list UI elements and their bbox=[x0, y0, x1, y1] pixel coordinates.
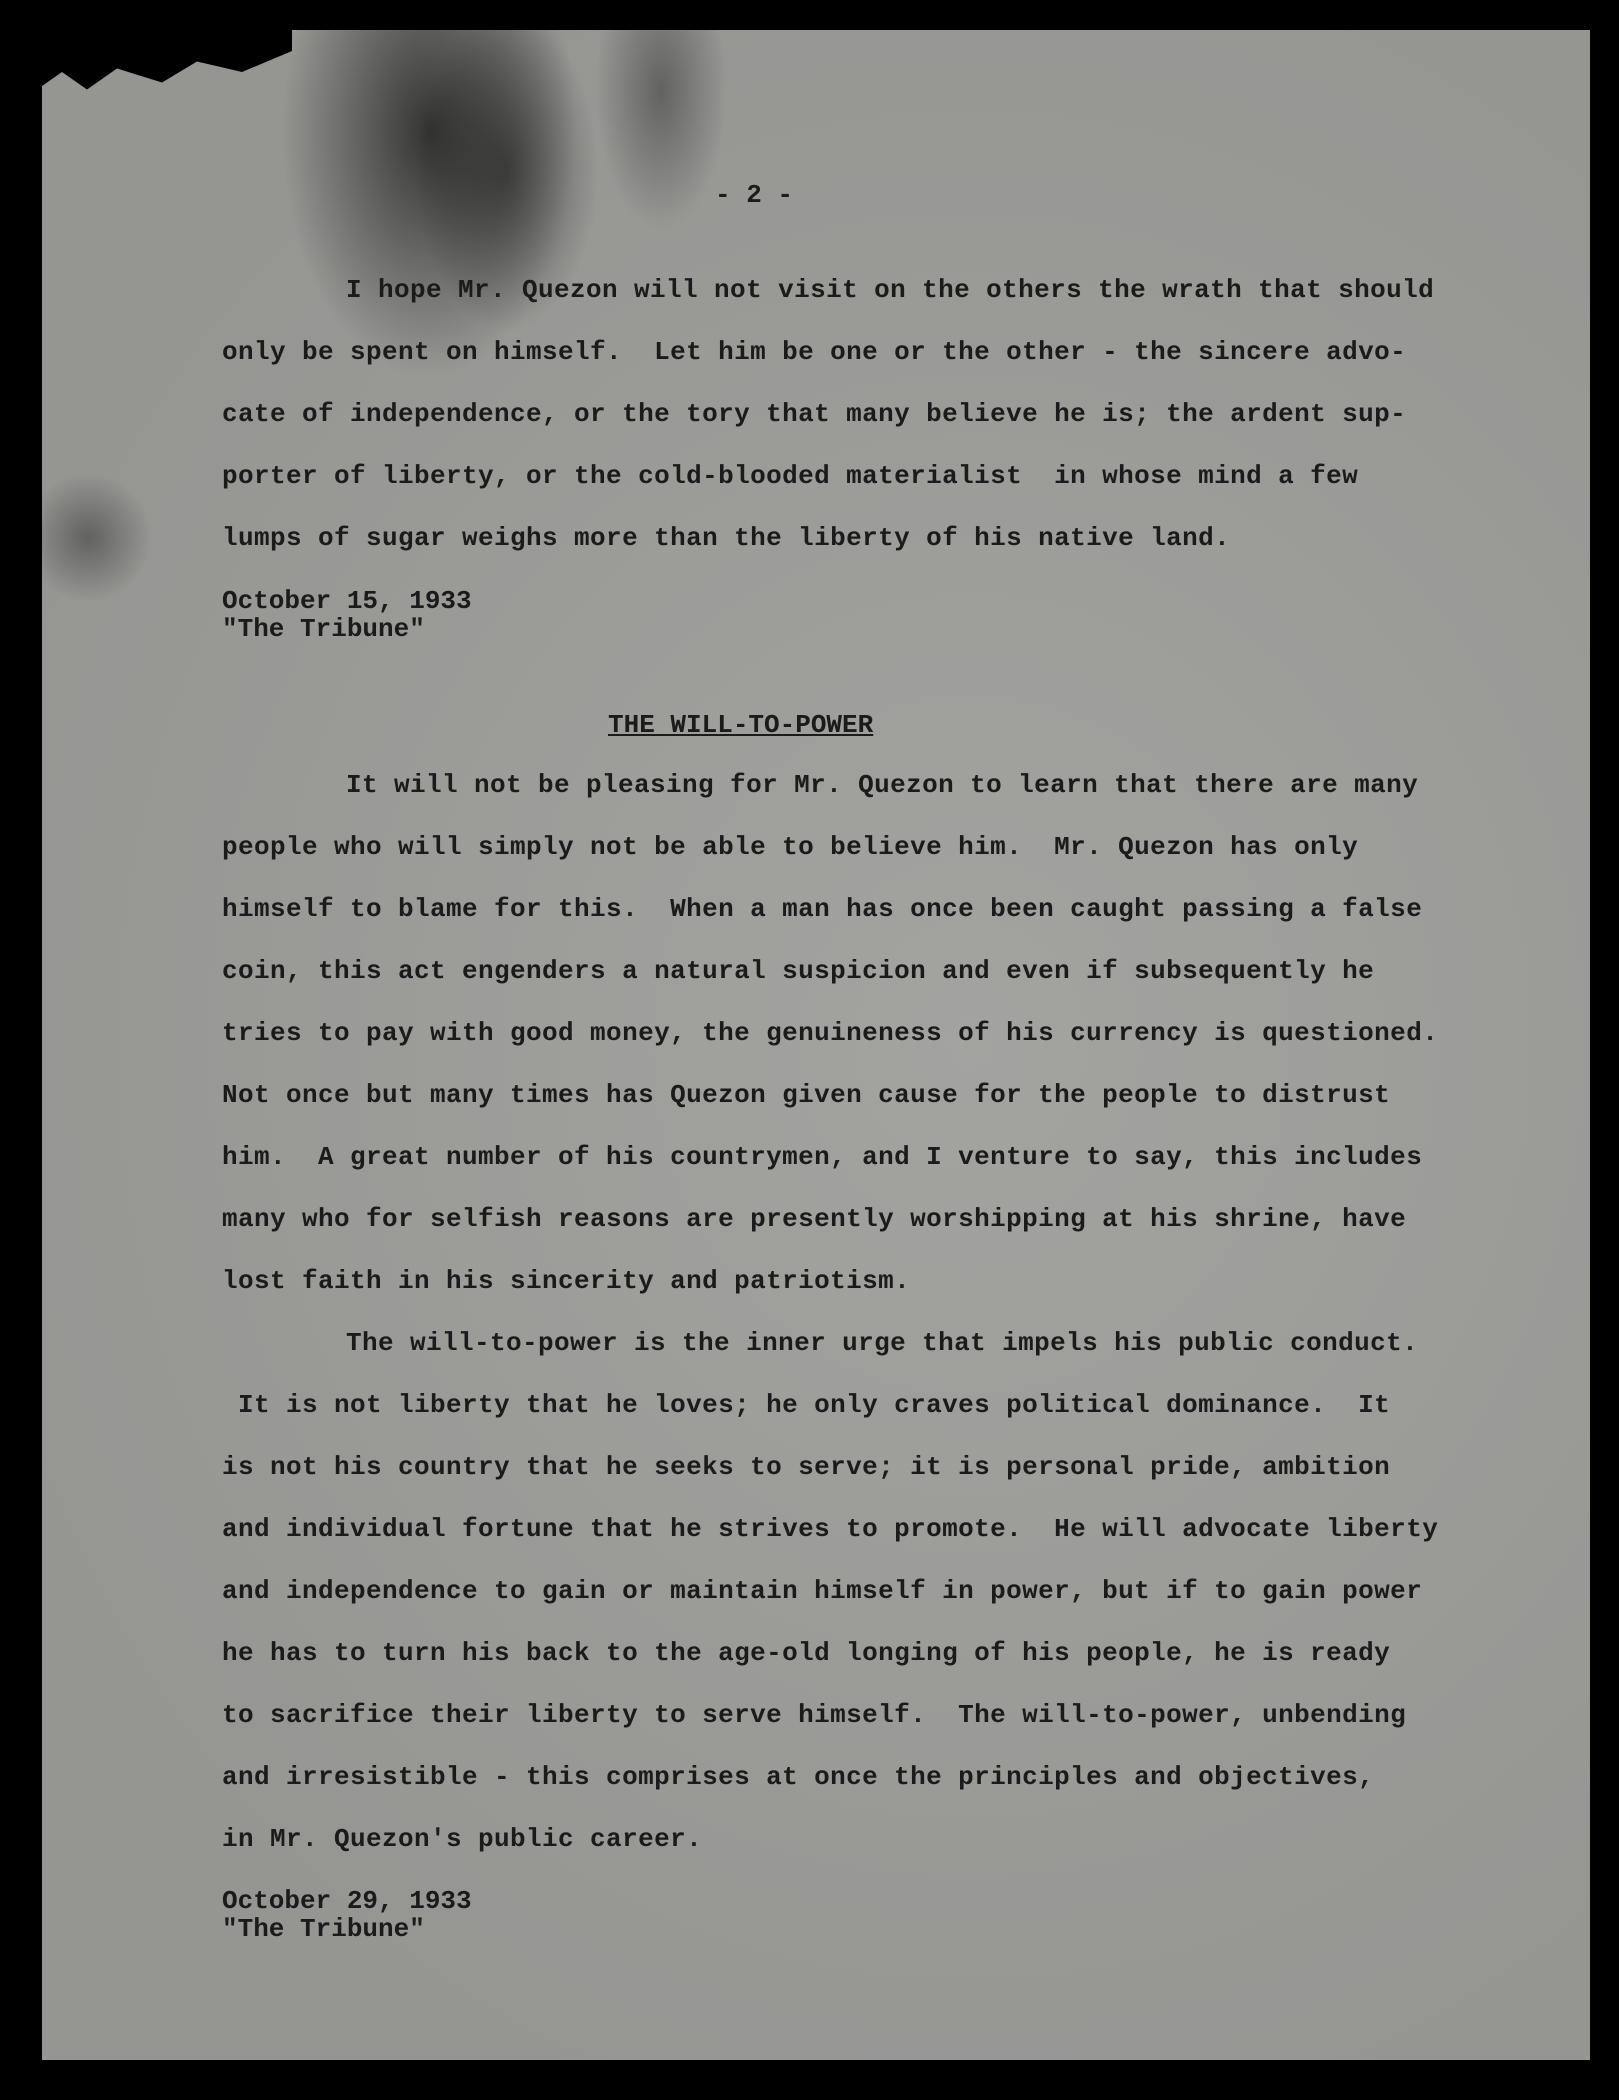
text-line: is not his country that he seeks to serve; it is personal pride, ambition bbox=[222, 1452, 1391, 1482]
page-number: - 2 - bbox=[715, 180, 794, 210]
signoff-date: October 29, 1933 bbox=[222, 1886, 472, 1916]
signoff-date: October 15, 1933 bbox=[222, 586, 472, 616]
signoff-publication: "The Tribune" bbox=[222, 614, 425, 644]
text-line: and independence to gain or maintain himself in power, but if to gain power bbox=[222, 1576, 1423, 1606]
article-heading: THE WILL-TO-POWER bbox=[608, 710, 874, 740]
text-line: porter of liberty, or the cold-blooded materialist in whose mind a few bbox=[222, 461, 1359, 491]
text-line: coin, this act engenders a natural suspicion and even if subsequently he bbox=[222, 956, 1375, 986]
text-line: and irresistible - this comprises at once the principles and objectives, bbox=[222, 1762, 1375, 1792]
text-line: It will not be pleasing for Mr. Quezon to learn that there are many bbox=[346, 770, 1419, 800]
text-line: himself to blame for this. When a man has once been caught passing a false bbox=[222, 894, 1423, 924]
text-line: lost faith in his sincerity and patriotism. bbox=[222, 1266, 911, 1296]
signoff-publication: "The Tribune" bbox=[222, 1914, 425, 1944]
text-line: to sacrifice their liberty to serve himself. The will-to-power, unbending bbox=[222, 1700, 1407, 1730]
text-line: Not once but many times has Quezon given cause for the people to distrust bbox=[222, 1080, 1391, 1110]
text-line: The will-to-power is the inner urge that impels his public conduct. bbox=[346, 1328, 1419, 1358]
text-line: him. A great number of his countrymen, and I venture to say, this includes bbox=[222, 1142, 1423, 1172]
text-line: It is not liberty that he loves; he only craves political dominance. It bbox=[222, 1390, 1391, 1420]
text-line: cate of independence, or the tory that many believe he is; the ardent sup- bbox=[222, 399, 1407, 429]
text-line: only be spent on himself. Let him be one or the other - the sincere advo- bbox=[222, 337, 1407, 367]
text-line: lumps of sugar weighs more than the liberty of his native land. bbox=[222, 523, 1231, 553]
text-line: tries to pay with good money, the genuineness of his currency is questioned. bbox=[222, 1018, 1439, 1048]
text-line: and individual fortune that he strives to promote. He will advocate liberty bbox=[222, 1514, 1439, 1544]
text-line: many who for selfish reasons are presently worshipping at his shrine, have bbox=[222, 1204, 1407, 1234]
text-line: I hope Mr. Quezon will not visit on the others the wrath that should bbox=[346, 275, 1435, 305]
text-line: in Mr. Quezon's public career. bbox=[222, 1824, 703, 1854]
text-line: he has to turn his back to the age-old longing of his people, he is ready bbox=[222, 1638, 1391, 1668]
text-line: people who will simply not be able to believe him. Mr. Quezon has only bbox=[222, 832, 1359, 862]
